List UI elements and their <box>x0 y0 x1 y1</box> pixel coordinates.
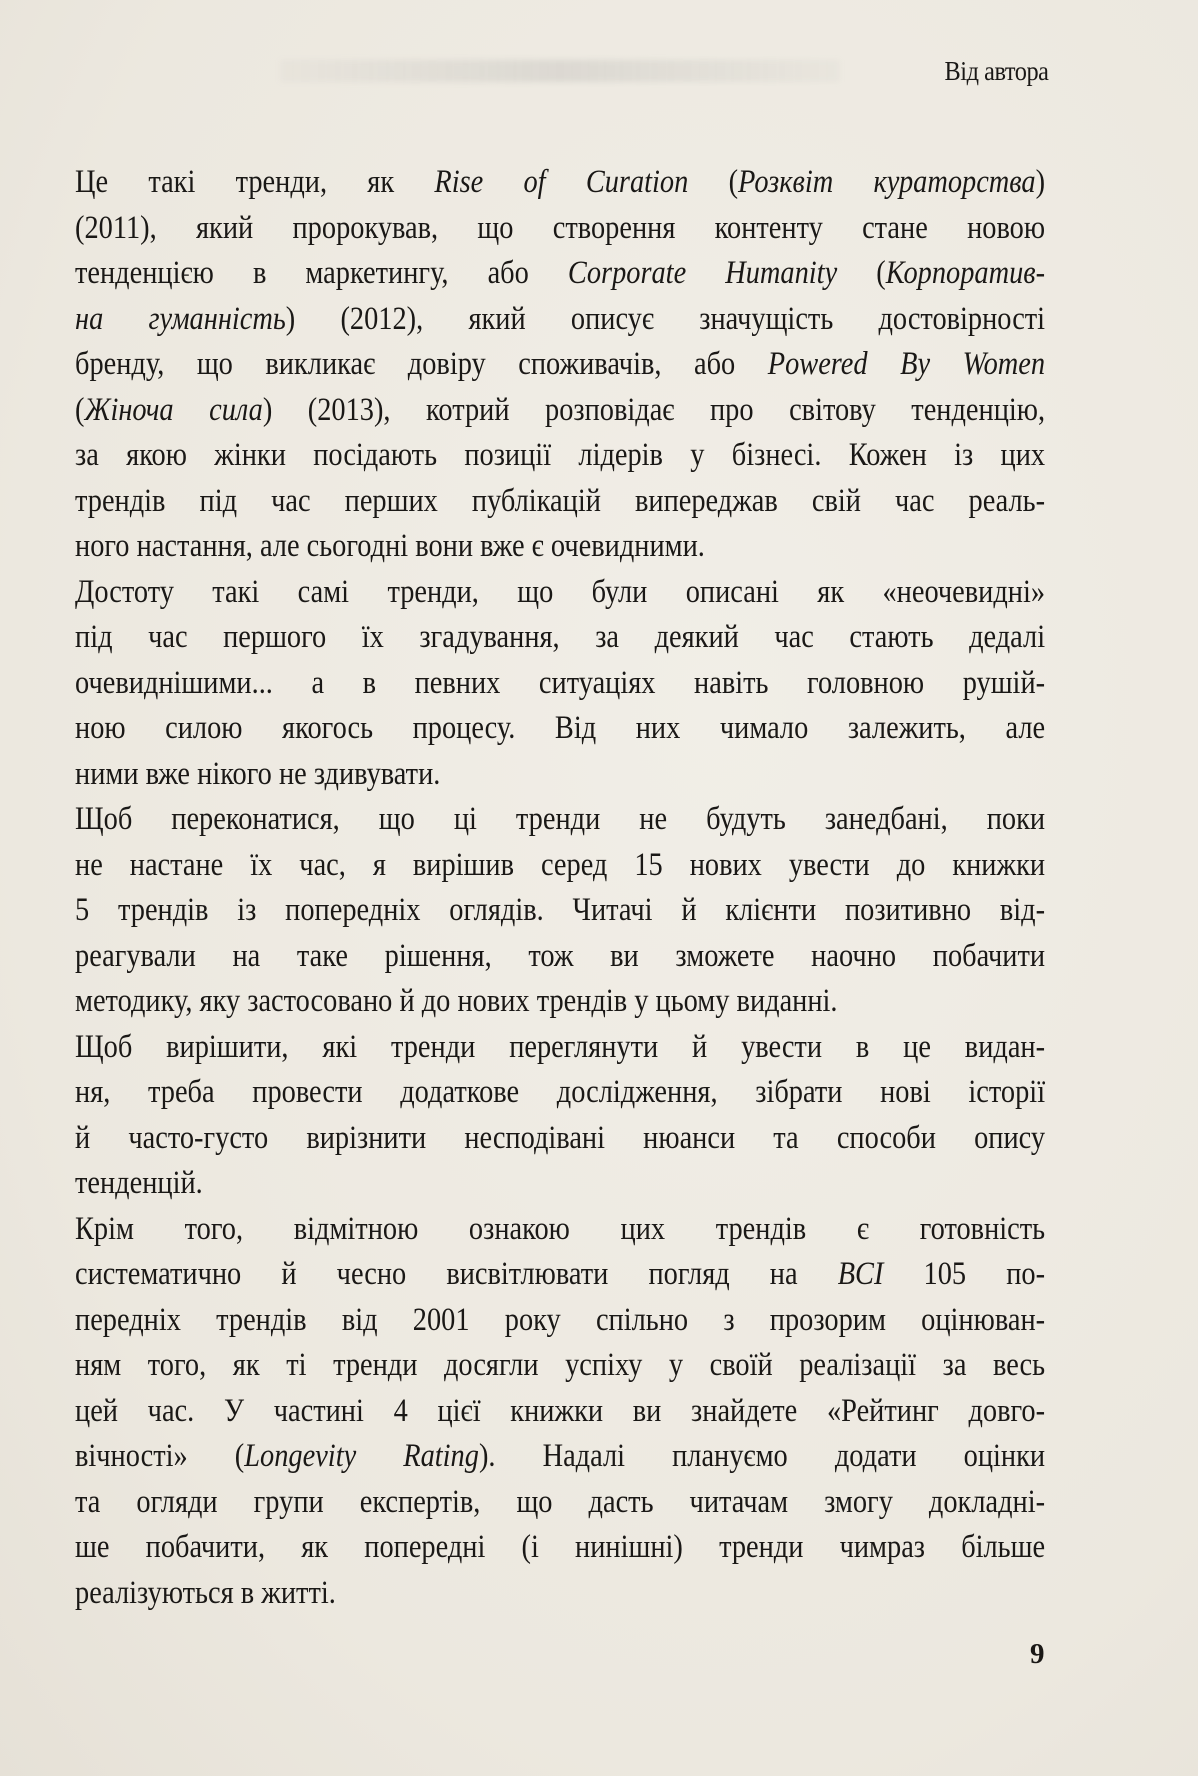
text-line <box>75 1207 1045 1253</box>
text-line <box>75 251 1045 297</box>
text-run: не настане їх час, я вирішив серед 15 нових увести до книжки <box>75 846 1046 883</box>
text-line <box>75 570 1045 616</box>
text-run: ( <box>837 255 886 291</box>
italic-run: Корпоратив- <box>885 255 1046 291</box>
text-run: ). Надалі плануємо додати оцінки <box>478 1438 1046 1474</box>
text-run: вічності» ( <box>75 1438 245 1474</box>
text-run: 105 по- <box>883 1256 1046 1292</box>
text-run: ) (2013), котрий розповідає про світову тенденцію, <box>262 391 1046 428</box>
italic-run: Powered By Women <box>767 346 1046 382</box>
text-run: під час першого їх згадування, за деякий час стають дедалі <box>75 619 1046 655</box>
text-line <box>75 706 1045 752</box>
text-line <box>75 1070 1045 1116</box>
text-run: ного настання, але сьогодні вони вже є очевидними. <box>75 528 705 564</box>
text-run: трендів під час перших публікацій випереджав свій час реаль- <box>75 482 1046 519</box>
text-line <box>75 1252 1045 1298</box>
text-run: ) <box>1035 164 1046 200</box>
text-run: тенденцією в маркетингу, або <box>75 255 568 291</box>
text-line <box>75 342 1045 388</box>
text-line <box>75 1161 1045 1207</box>
italic-run: Жіноча сила <box>84 391 263 428</box>
text-line <box>75 160 1045 206</box>
italic-run: на гуманність <box>75 300 286 337</box>
body-text <box>75 160 1045 1616</box>
text-line <box>75 1571 1045 1617</box>
text-run: 5 трендів із попередніх оглядів. Читачі й клієнти позитивно від- <box>75 892 1046 928</box>
text-line <box>75 1389 1045 1435</box>
page-number: 9 <box>1030 1638 1045 1670</box>
paragraph <box>75 1207 1045 1617</box>
text-run: ними вже нікого не здивувати. <box>75 755 441 792</box>
text-line <box>75 979 1045 1025</box>
text-run: бренду, що викликає довіру споживачів, або <box>75 346 768 382</box>
text-run: ня, треба провести додаткове дослідження, зібрати нові історії <box>75 1074 1046 1110</box>
text-run: (2011), який пророкував, що створення контенту стане новою <box>75 209 1046 246</box>
text-line <box>75 524 1045 570</box>
text-run: ною силою якогось процесу. Від них чимало залежить, але <box>75 710 1046 746</box>
italic-run: Rise of Curation <box>434 164 689 200</box>
paragraph <box>75 570 1045 798</box>
text-line <box>75 752 1045 798</box>
text-run: ) (2012), який описує значущість достовірності <box>285 300 1046 337</box>
text-line <box>75 479 1045 525</box>
text-line <box>75 797 1045 843</box>
italic-run: Longevity Rating <box>244 1438 479 1474</box>
text-line <box>75 1343 1045 1389</box>
text-run: систематично й чесно висвітлювати погляд на <box>75 1256 838 1292</box>
text-run: Щоб вирішити, які тренди переглянути й увести в це видан- <box>75 1028 1046 1065</box>
text-run: Достоту такі самі тренди, що були описані як «неочевидні» <box>75 573 1046 610</box>
text-line <box>75 297 1045 343</box>
show-through-text <box>280 60 840 82</box>
text-line <box>75 661 1045 707</box>
text-run: ням того, як ті тренди досягли успіху у своїй реалізації за весь <box>75 1347 1046 1383</box>
text-run: Щоб переконатися, що ці тренди не будуть занедбані, поки <box>75 801 1046 837</box>
text-line <box>75 888 1045 934</box>
text-line <box>75 934 1045 980</box>
text-run: та огляди групи експертів, що дасть читачам змогу докладні- <box>75 1483 1046 1520</box>
text-run: й часто-густо вирізнити несподівані нюанси та способи опису <box>75 1119 1046 1156</box>
text-run: реагували на таке рішення, тож ви зможете наочно побачити <box>75 937 1046 974</box>
text-run: реалізуються в житті. <box>75 1574 336 1611</box>
text-line <box>75 206 1045 252</box>
text-run: ( <box>688 164 739 200</box>
text-run: Це такі тренди, як <box>75 164 435 200</box>
text-line <box>75 1116 1045 1162</box>
text-line <box>75 1298 1045 1344</box>
text-run: тенденцій. <box>75 1165 203 1201</box>
italic-run: Corporate Humanity <box>567 255 838 291</box>
paragraph <box>75 1025 1045 1207</box>
text-run: методику, яку застосовано й до нових трендів у цьому виданні. <box>75 983 838 1019</box>
running-head: Від автора <box>944 56 1048 86</box>
text-run: Крім того, відмітною ознакою цих трендів є готовність <box>75 1210 1046 1247</box>
text-line <box>75 843 1045 889</box>
text-line <box>75 433 1045 479</box>
text-line <box>75 1025 1045 1071</box>
text-run: цей час. У частині 4 цієї книжки ви знайдете «Рейтинг довго- <box>75 1392 1046 1429</box>
text-run: ( <box>75 391 85 428</box>
italic-run: BCI <box>837 1256 884 1292</box>
text-line <box>75 1434 1045 1480</box>
text-line <box>75 1480 1045 1526</box>
text-run: очевиднішими... а в певних ситуаціях навіть головною рушій- <box>75 664 1046 701</box>
paragraph <box>75 797 1045 1025</box>
text-line <box>75 615 1045 661</box>
text-line <box>75 1525 1045 1571</box>
text-run: передніх трендів від 2001 року спільно з прозорим оцінюван- <box>75 1301 1046 1338</box>
text-run: ше побачити, як попередні (і нинішні) тренди чимраз більше <box>75 1529 1046 1565</box>
italic-run: Розквіт кураторства <box>738 164 1036 200</box>
text-run: за якою жінки посідають позиції лідерів у бізнесі. Кожен із цих <box>75 437 1046 473</box>
text-line <box>75 388 1045 434</box>
paragraph <box>75 160 1045 570</box>
